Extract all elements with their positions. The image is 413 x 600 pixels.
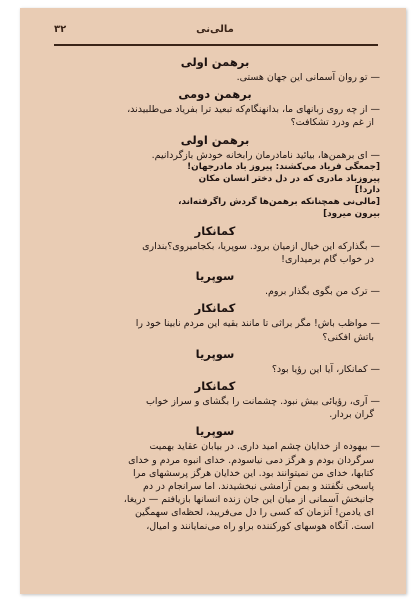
dialogue-line: — کمانکار، آیا این رؤیا بود؟ [271, 363, 380, 375]
page-header [54, 24, 376, 40]
speaker-name: سوپریا [195, 346, 235, 361]
dialogue-line: ای یادمن! آنزمان که کسی را دل می‌فریبد، لحظه‌ای سهمگین [134, 507, 374, 519]
dialogue-line: است. آنگاه هوسهای کورکننده براو راه می‌نمایانند و امیال، [146, 520, 374, 532]
stage-direction-line: پیروزباد مادری که در دل دختر انسان مکان [198, 173, 380, 184]
dialogue-line: — ترک من بگوی بگذار بروم. [264, 286, 380, 298]
dialogue-line: از غم ودرد تشکافت؟ [290, 117, 374, 129]
speaker-name: سوپریا [195, 424, 235, 439]
dialogue-line: در خواب گام برمیداری! [281, 254, 374, 265]
speaker-name: کمانکار [194, 301, 236, 316]
stage-direction-line: بیرون میرود] [323, 209, 380, 219]
dialogue-line: سرگردان بودم و هرگز دمی نیاسودم. خدای انبوه مردم و خدای [128, 454, 374, 466]
page-number: ۳۲ [54, 24, 67, 35]
dialogue-line: باتش افکنی؟ [322, 331, 374, 343]
document-page [20, 8, 406, 594]
stage-direction-line: دارد!] [354, 185, 380, 196]
speaker-name: برهمن اولی [180, 55, 250, 69]
stage-direction-line: [جمعگی فریاد می‌کشند: پیروز باد مادرجهان! [187, 161, 380, 172]
speaker-name: سوپریا [195, 269, 235, 284]
stage-direction-line: [مالی‌نی همچنانکه برهمن‌ها گردش راگرفته‌اند، [178, 197, 380, 208]
running-title: مالی‌نی [196, 24, 234, 35]
speaker-name: کمانکار [194, 379, 236, 394]
dialogue-line: — آری، رؤیائی بیش نبود. چشمانت را بگشای و سراز خواب [145, 396, 380, 408]
dialogue-line: گران بردار. [329, 409, 374, 421]
header-rule [54, 44, 378, 46]
dialogue-line: — تو روان آسمانی این جهان هستی. [236, 72, 380, 83]
dialogue-line: — ای برهمن‌ها، بیائید نامادرمان رابخانه خودش بازگردانیم. [151, 149, 380, 161]
dialogue-line: جانبخش آسمانی از میان این جان زنده انسانها بازیافتم — دریغا، [123, 494, 374, 506]
speaker-name: برهمن اولی [180, 132, 250, 147]
speaker-name: برهمن دومی [178, 87, 252, 102]
dialogue-line: — مواظب باش! مگر براثی تا مانند بقیه این مردم نابینا خود را [135, 318, 380, 330]
dialogue-body [50, 52, 380, 533]
dialogue-line: — از چه روی زبانهای ما، بدانهنگام‌که تبعید ترا بفریاد می‌طلبیدند، [127, 104, 380, 116]
dialogue-line: کتابها، خدای من نمیتوانند بود. این خدایان هرگز پرسشهای مرا [133, 467, 374, 479]
dialogue-line: پاسخی نگفتند و بمن آرامشی نبخشیدند. اما سرانجام در دم [142, 481, 374, 493]
dialogue-line: — بیهوده از خدایان چشم امید داری. در بیابان عقاید بهمیت [149, 441, 380, 453]
dialogue-line: — بگذارکه این خیال ازمیان برود. سوپریا، بکجامیروی؟بنداری [142, 240, 380, 252]
speaker-name: کمانکار [194, 223, 236, 238]
